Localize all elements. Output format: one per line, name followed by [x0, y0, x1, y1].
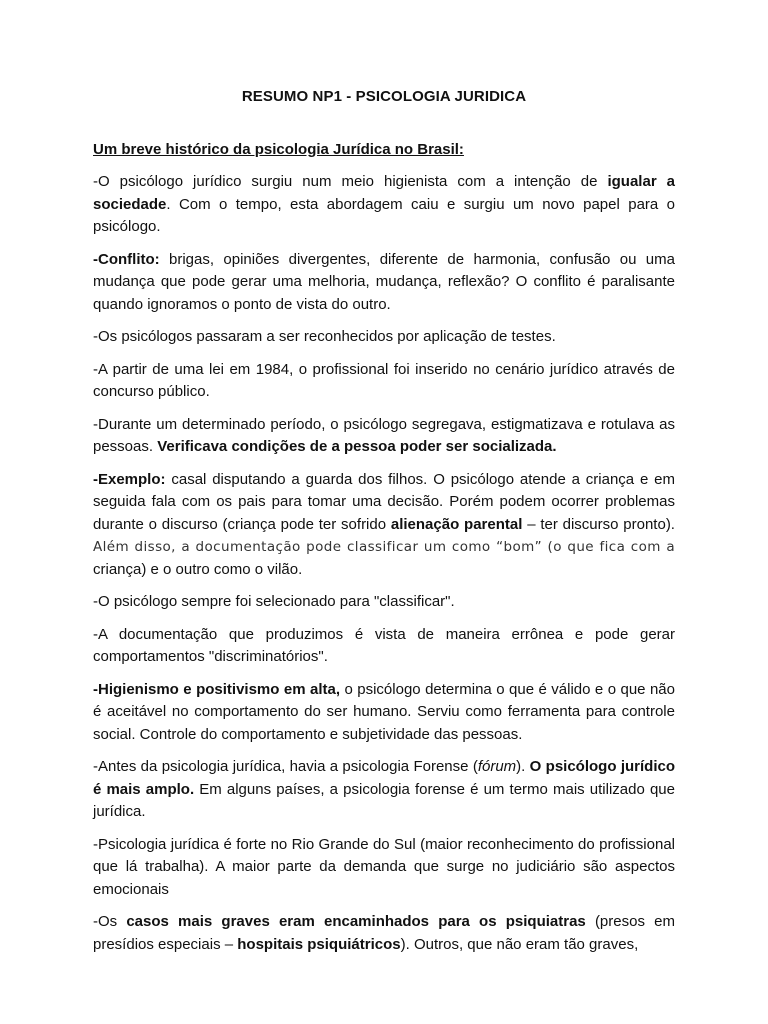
paragraph-text: -Durante um determinado período, o psicólogo segregava, estigmatizava e rotulava as pessoas. — [93, 415, 675, 455]
paragraph-text: ). — [516, 758, 530, 775]
paragraph-text: Além disso, a documentação pode classificar um como “bom” (o que fica com a — [93, 539, 675, 555]
paragraph-text: casal disputando a guarda dos filhos. O psicólogo atende a criança e em seguida fala com os pais para tomar uma decisão. Porém podem ocorrer problemas durante o discurso (criança pode ter sofrido — [93, 470, 675, 533]
paragraph-text: -Antes da psicologia jurídica, havia a psicologia Forense ( — [93, 758, 478, 775]
paragraph — [93, 591, 675, 614]
paragraph-text: brigas, opiniões divergentes, diferente de harmonia, confusão ou uma mudança que pode gerar uma melhoria, mudança, reflexão? O conflito é paralisante quando ignoramos o ponto de vista do outro. — [93, 250, 675, 313]
paragraph-text: alienação parental — [390, 515, 523, 533]
paragraph-text: – ter discurso pronto). — [522, 515, 675, 533]
paragraph-text: -Os — [93, 913, 127, 930]
paragraph-text: Em alguns países, a psicologia forense é um termo mais utilizado que jurídica. — [93, 780, 675, 820]
paragraph — [93, 326, 675, 349]
paragraph-text: igualar a sociedade — [93, 173, 675, 213]
paragraph — [93, 911, 675, 956]
paragraph — [93, 624, 675, 669]
document-title: RESUMO NP1 - PSICOLOGIA JURIDICA — [241, 88, 527, 105]
paragraph-text: ). Outros, que não eram tão graves, — [400, 935, 639, 953]
paragraph — [93, 469, 675, 582]
paragraph-text: casos mais graves eram encaminhados para os psiquiatras — [126, 913, 586, 930]
paragraph-text: . Com o tempo, esta abordagem caiu e surgiu um novo papel para o psicólogo. — [93, 195, 675, 235]
paragraph-text: -Conflito: — [93, 250, 160, 268]
paragraph-text: criança) e o outro como o vilão. — [93, 560, 303, 578]
paragraph-text: hospitais psiquiátricos — [237, 935, 401, 953]
paragraph-text: -Psicologia jurídica é forte no Rio Grande do Sul (maior reconhecimento do profissional que lá trabalha). A maior parte da demanda que surge no judiciário são aspectos emocionais — [93, 835, 675, 898]
paragraph-text: o psicólogo determina o que é válido e o que não é aceitável no comportamento do ser humano. Serviu como ferramenta para controle social. Controle do comportamento e subjetividade das pessoas. — [93, 680, 675, 743]
paragraph-text: -Os psicólogos passaram a ser reconhecidos por aplicação de testes. — [93, 328, 556, 345]
paragraph-text: -O psicólogo sempre foi selecionado para "classificar". — [93, 593, 455, 610]
paragraph-text: -O psicólogo jurídico surgiu num meio higienista com a intenção de — [93, 173, 608, 190]
paragraph — [93, 679, 675, 747]
paragraph — [93, 249, 675, 317]
paragraph-list — [93, 171, 675, 956]
paragraph-text: (presos em presídios especiais – — [93, 913, 675, 953]
paragraph-text: -A documentação que produzimos é vista de maneira errônea e pode gerar comportamentos "discriminatórios". — [93, 625, 675, 665]
paragraph-text: -Exemplo: — [93, 470, 166, 488]
paragraph-text: Verificava condições de a pessoa poder ser socializada. — [157, 438, 557, 455]
paragraph-text: -A partir de uma lei em 1984, o profissional foi inserido no cenário jurídico através de concurso público. — [93, 360, 675, 400]
paragraph — [93, 834, 675, 902]
paragraph — [93, 171, 675, 239]
paragraph-text: O psicólogo jurídico é mais amplo. — [93, 758, 675, 798]
paragraph-text: fórum — [477, 758, 517, 775]
paragraph — [93, 756, 675, 824]
section-heading: Um breve histórico da psicologia Jurídica no Brasil: — [93, 140, 464, 158]
paragraph — [93, 359, 675, 404]
paragraph-text: -Higienismo e positivismo em alta, — [93, 680, 341, 698]
paragraph — [93, 414, 675, 459]
